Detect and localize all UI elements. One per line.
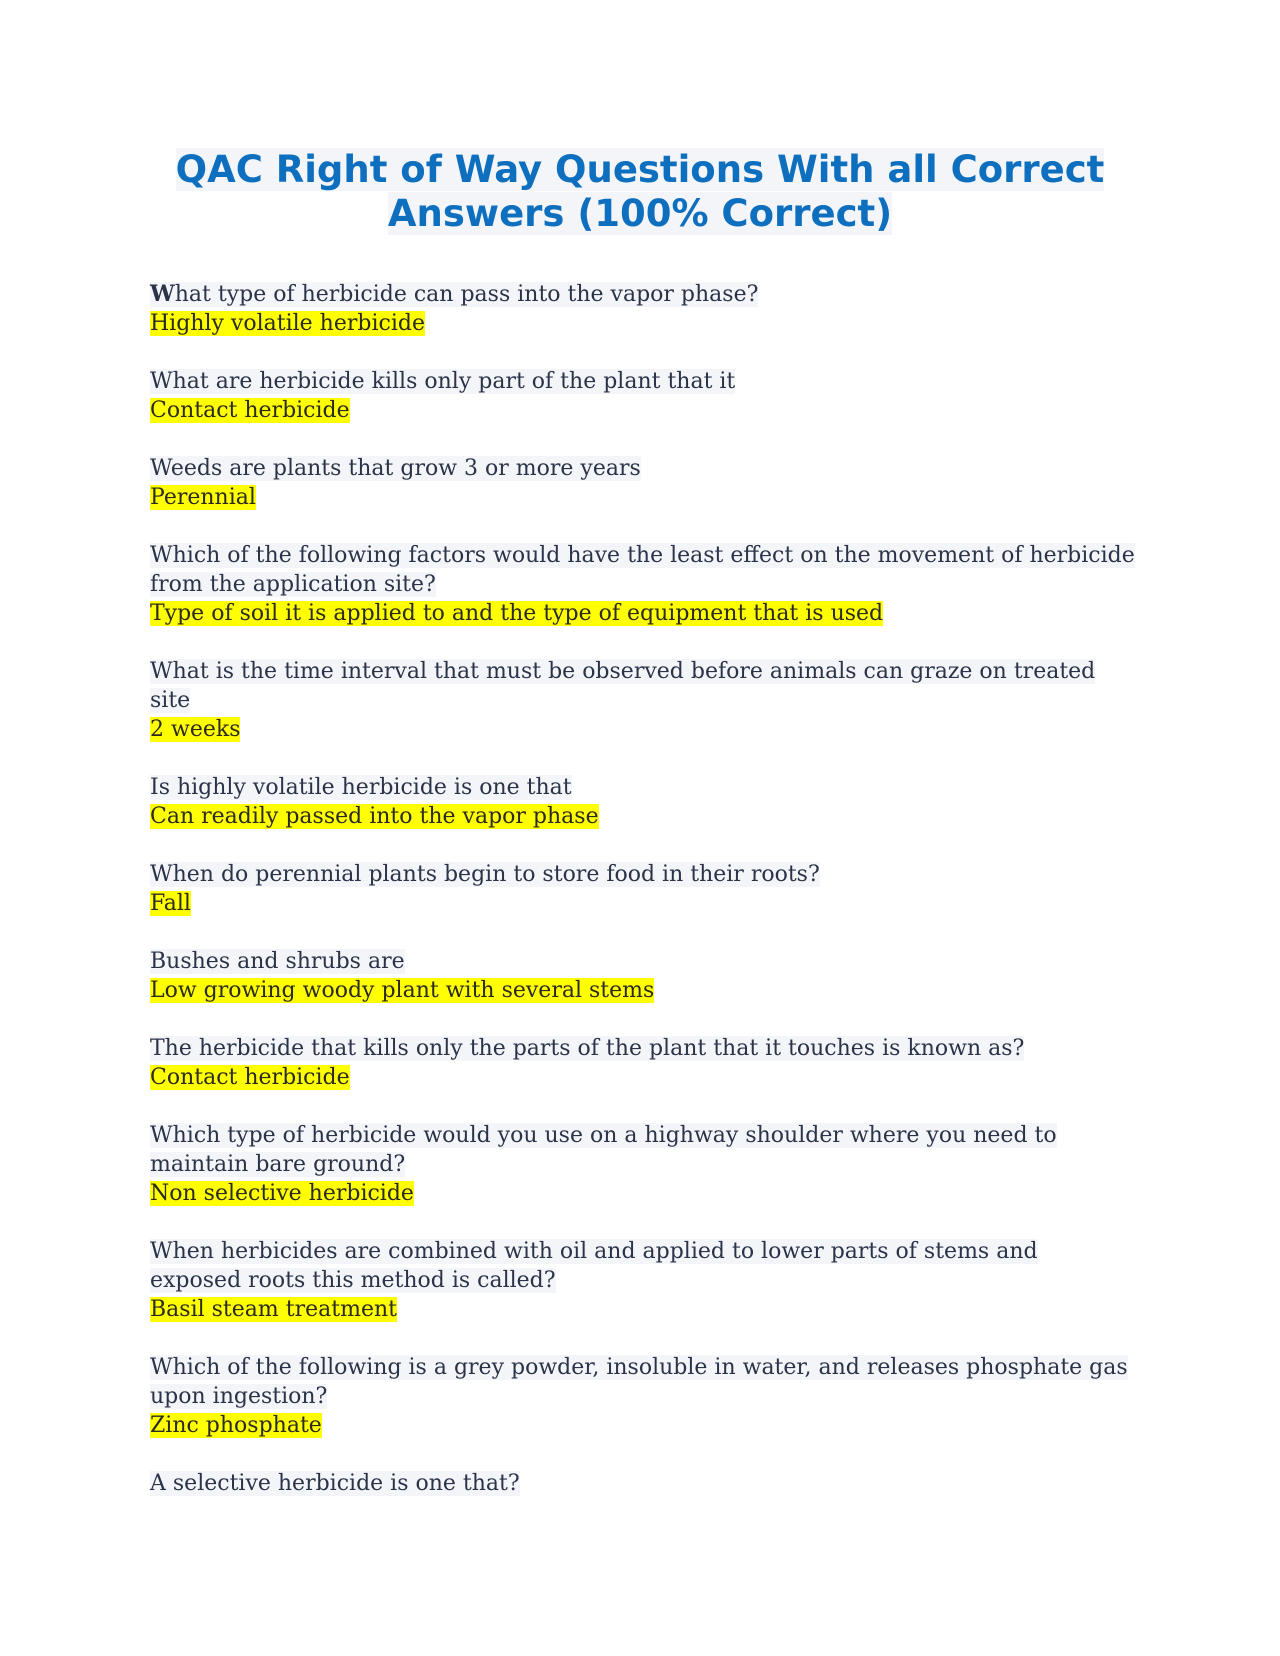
qa-item (150, 367, 1135, 425)
answer-highlight: Basil steam treatment (150, 1297, 397, 1322)
answer-highlight: Non selective herbicide (150, 1181, 414, 1206)
question-highlight: When do perennial plants begin to store food in their roots? (150, 862, 820, 887)
question-highlight: The herbicide that kills only the parts of the plant that it touches is known as? (150, 1036, 1025, 1061)
question-highlight: Weeds are plants that grow 3 or more years (150, 456, 641, 481)
answer-highlight: Fall (150, 891, 191, 916)
answer-text (150, 1179, 1135, 1208)
answer-text (150, 1063, 1135, 1092)
qa-item (150, 860, 1135, 918)
answer-text (150, 802, 1135, 831)
answer-text (150, 483, 1135, 512)
answer-text (150, 396, 1135, 425)
question-highlight: Which type of herbicide would you use on a highway shoulder where you need to maintain bare ground? (150, 1123, 1057, 1177)
question-first-letter: W (150, 281, 175, 307)
answer-highlight: Contact herbicide (150, 1065, 350, 1090)
question-text (150, 947, 1135, 976)
question-text (150, 860, 1135, 889)
question-text (150, 773, 1135, 802)
question-text (150, 454, 1135, 483)
qa-item (150, 773, 1135, 831)
qa-item (150, 1237, 1135, 1324)
qa-item (150, 280, 1135, 338)
answer-highlight: Type of soil it is applied to and the type of equipment that is used (150, 601, 884, 626)
qa-item (150, 1034, 1135, 1092)
answer-text (150, 599, 1135, 628)
question-highlight: Which of the following is a grey powder, insoluble in water, and releases phosphate gas upon ingestion? (150, 1355, 1128, 1409)
qa-list (150, 280, 1135, 1527)
qa-item (150, 1353, 1135, 1440)
answer-highlight: 2 weeks (150, 717, 241, 742)
answer-highlight: Low growing woody plant with several stems (150, 978, 655, 1003)
answer-text (150, 1411, 1135, 1440)
answer-text (150, 715, 1135, 744)
answer-text (150, 976, 1135, 1005)
answer-highlight: Zinc phosphate (150, 1413, 322, 1438)
answer-highlight: Highly volatile herbicide (150, 311, 425, 336)
document-title (150, 148, 1130, 236)
question-highlight: Bushes and shrubs are (150, 949, 405, 974)
qa-item (150, 454, 1135, 512)
title-line-2: Answers (100% Correct) (387, 192, 893, 235)
question-text (150, 367, 1135, 396)
answer-highlight: Perennial (150, 485, 256, 510)
qa-item (150, 541, 1135, 628)
question-text (150, 1237, 1135, 1295)
question-highlight: Which of the following factors would have the least effect on the movement of herbicide from the application site? (150, 543, 1135, 597)
question-text (150, 1469, 1135, 1498)
question-text (150, 280, 1135, 309)
answer-highlight: Can readily passed into the vapor phase (150, 804, 599, 829)
qa-item (150, 1121, 1135, 1208)
question-text (150, 541, 1135, 599)
answer-text (150, 1295, 1135, 1324)
qa-item (150, 947, 1135, 1005)
qa-item (150, 1469, 1135, 1498)
title-line-1: QAC Right of Way Questions With all Correct (175, 148, 1105, 191)
question-rest: hat type of herbicide can pass into the vapor phase? (174, 282, 759, 307)
question-highlight: When herbicides are combined with oil and applied to lower parts of stems and exposed roots this method is called? (150, 1239, 1038, 1293)
qa-item (150, 657, 1135, 744)
question-text (150, 1353, 1135, 1411)
question-highlight: Is highly volatile herbicide is one that (150, 775, 572, 800)
question-highlight: What are herbicide kills only part of the plant that it (150, 369, 736, 394)
answer-highlight: Contact herbicide (150, 398, 350, 423)
question-text (150, 1034, 1135, 1063)
answer-text (150, 309, 1135, 338)
question-text (150, 657, 1135, 715)
answer-text (150, 889, 1135, 918)
question-text (150, 1121, 1135, 1179)
question-highlight: A selective herbicide is one that? (150, 1471, 520, 1496)
question-highlight: What is the time interval that must be observed before animals can graze on treated site (150, 659, 1096, 713)
